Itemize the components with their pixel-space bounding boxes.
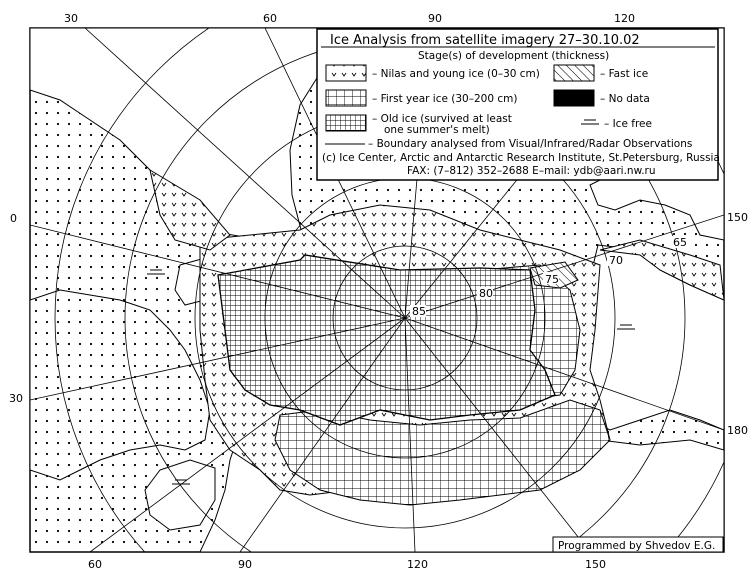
programmed-by-box — [553, 537, 723, 552]
lon-label-left-30: 30 — [9, 392, 23, 405]
lat-label-75: 75 — [545, 273, 559, 286]
lat-label-85: 85 — [412, 305, 426, 318]
lat-label-80: 80 — [479, 287, 493, 300]
lon-label-top-90: 90 — [428, 12, 442, 25]
legend-first-year: – First year ice (30–200 cm) — [372, 93, 518, 105]
legend-box — [317, 29, 720, 180]
legend-ice-free: – Ice free — [604, 118, 652, 130]
lon-label-bottom-120: 120 — [407, 558, 428, 571]
lon-label-top-60: 60 — [263, 12, 277, 25]
lon-label-bottom-60: 60 — [88, 558, 102, 571]
swatch-fast-ice — [554, 65, 594, 81]
lon-label-bottom-150: 150 — [585, 558, 606, 571]
legend-subtitle: Stage(s) of development (thickness) — [418, 50, 610, 62]
legend-no-data: – No data — [600, 93, 650, 105]
programmed-by-text: Programmed by Shvedov E.G. — [558, 540, 716, 552]
swatch-nilas — [326, 65, 366, 81]
lat-label-70: 70 — [609, 254, 623, 267]
lon-label-bottom-90: 90 — [238, 558, 252, 571]
swatch-first-year — [326, 90, 366, 106]
lon-label-top-120: 120 — [614, 12, 635, 25]
lon-label-right-150: 150 — [727, 211, 748, 224]
legend-contact: FAX: (7–812) 352–2688 E–mail: ydb@aari.nw.ru — [407, 165, 656, 177]
legend-old-ice-line2: one summer's melt) — [384, 124, 490, 136]
legend-old-ice-line1: – Old ice (survived at least — [372, 113, 512, 125]
swatch-no-data — [554, 90, 594, 106]
lat-label-65: 65 — [673, 236, 687, 249]
lon-label-right-180: 180 — [727, 424, 748, 437]
swatch-old-ice — [326, 115, 366, 131]
lon-label-left-0: 0 — [10, 212, 17, 225]
lon-label-top-30: 30 — [64, 12, 78, 25]
legend-credit: (c) Ice Center, Arctic and Antarctic Research Institute, St.Petersburg, Russia — [322, 152, 720, 164]
legend-boundary: – Boundary analysed from Visual/Infrared/Radar Observations — [368, 138, 693, 150]
legend-fast-ice: – Fast ice — [600, 68, 649, 80]
legend-nilas: – Nilas and young ice (0–30 cm) — [372, 68, 540, 80]
legend-title: Ice Analysis from satellite imagery 27–30.10.02 — [330, 33, 640, 48]
